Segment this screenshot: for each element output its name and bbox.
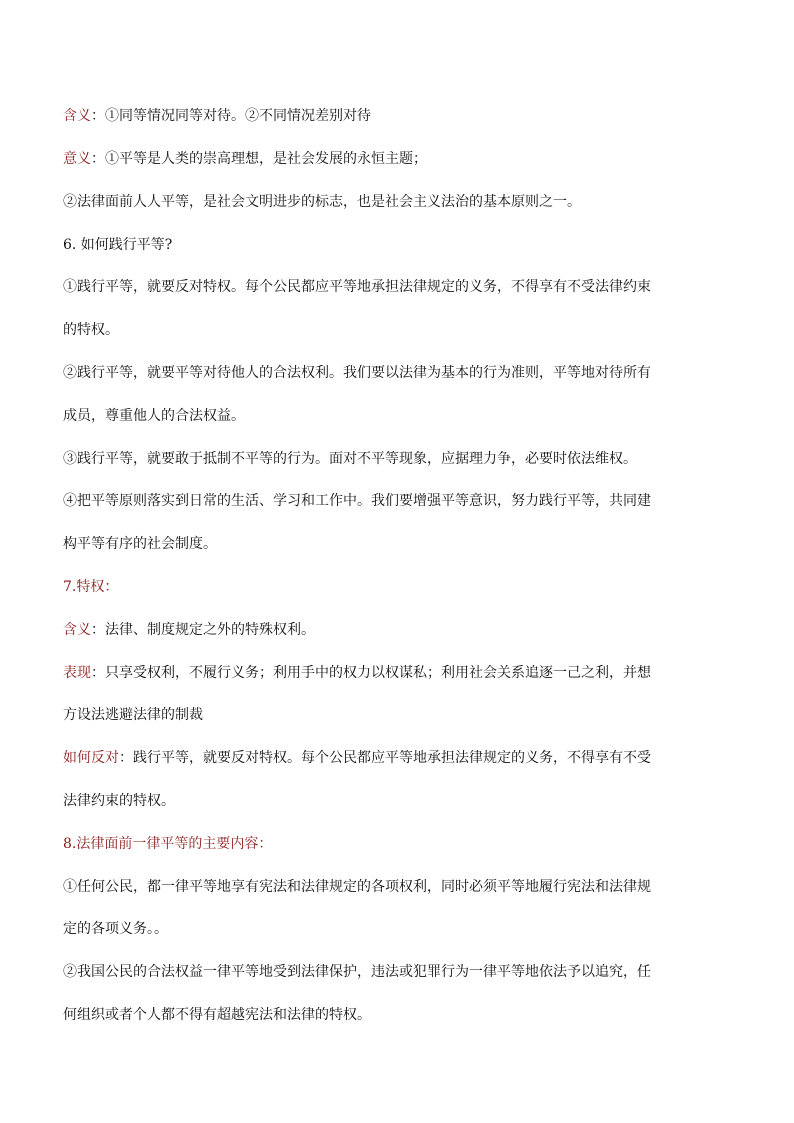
practice-point-1: ①践行平等，就要反对特权。每个公民都应平等地承担法律规定的义务，不得享有不受法律约束 [63,279,651,295]
privilege-show-label: 表现 [63,665,91,681]
privilege-oppose-label: 如何反对 [63,750,119,766]
practice-point-1-cont: 的特权。 [63,322,119,338]
question-7-heading: 7.特权： [63,579,119,595]
meaning-label: 含义 [63,108,91,124]
privilege-show-line [63,663,735,683]
significance-label: 意义 [63,151,91,167]
practice-point-2-cont: 成员，尊重他人的合法权益。 [63,408,245,424]
meaning-text: ：①同等情况同等对待。②不同情况差别对待 [91,108,371,124]
practice-point-4: ④把平等原则落实到日常的生活、学习和工作中。我们要增强平等意识，努力践行平等，共同建 [63,493,651,509]
privilege-meaning-label: 含义 [63,622,91,638]
significance-line [63,149,735,169]
content-point-1: ①任何公民，都一律平等地享有宪法和法律规定的各项权利，同时必须平等地履行宪法和法律规 [63,879,651,895]
question-6-heading: 6. 如何践行平等? [63,237,173,253]
question-8-heading: 8.法律面前一律平等的主要内容： [63,836,273,852]
practice-point-2: ②践行平等，就要平等对待他人的合法权利。我们要以法律为基本的行为准则，平等地对待所有 [63,365,651,381]
privilege-meaning-text: ：法律、制度规定之外的特殊权利。 [91,622,315,638]
content-point-1-cont: 定的各项义务。。 [63,921,168,937]
privilege-meaning-line [63,620,735,640]
meaning-line [63,106,735,126]
content-point-2: ②我国公民的合法权益一律平等地受到法律保护，违法或犯罪行为一律平等地依法予以追究，任 [63,964,651,980]
privilege-oppose-line [63,748,735,768]
privilege-show-cont: 方设法逃避法律的制裁 [63,707,203,723]
practice-point-4-cont: 构平等有序的社会制度。 [63,536,217,552]
privilege-oppose-cont: 法律约束的特权。 [63,793,175,809]
significance-line-2: ②法律面前人人平等，是社会文明进步的标志，也是社会主义法治的基本原则之一。 [63,194,581,210]
privilege-oppose-text: ：践行平等，就要反对特权。每个公民都应平等地承担法律规定的义务，不得享有不受 [119,750,651,766]
content-point-2-cont: 何组织或者个人都不得有超越宪法和法律的特权。 [63,1007,371,1023]
practice-point-3: ③践行平等，就要敢于抵制不平等的行为。面对不平等现象，应据理力争，必要时依法维权。 [63,451,637,467]
privilege-show-text: ：只享受权利，不履行义务；利用手中的权力以权谋私；利用社会关系追逐一己之利，并想 [91,665,651,681]
significance-text: ：①平等是人类的崇高理想，是社会发展的永恒主题； [91,151,427,167]
